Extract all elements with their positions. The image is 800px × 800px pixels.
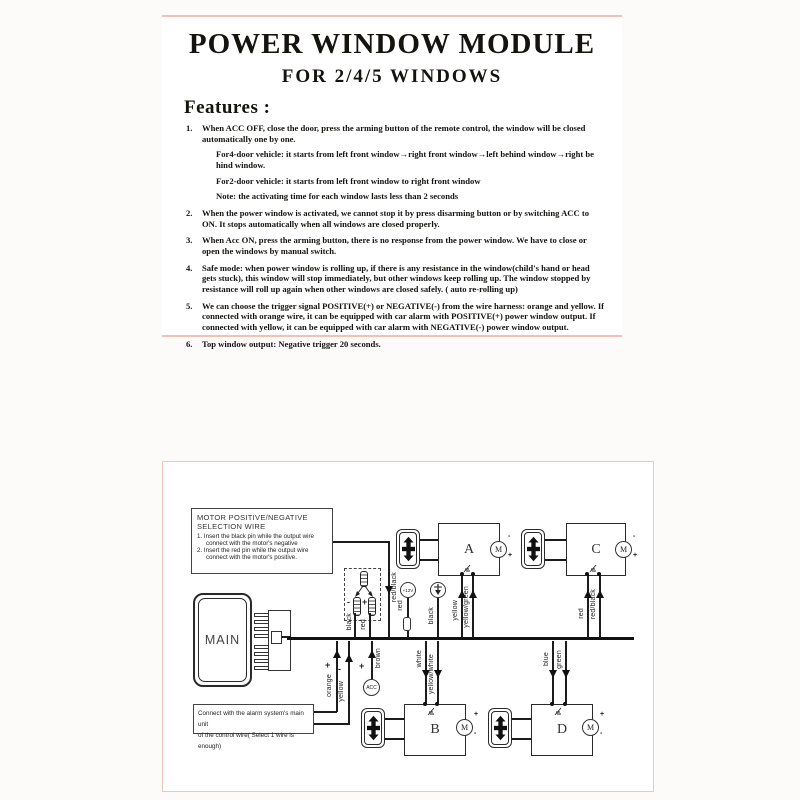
minus-sign: - [347,597,350,607]
black-pin-wire-label: black [346,613,353,631]
connector-pin-icon [254,645,269,649]
a-yellow-wire-label: yellow [452,600,459,621]
b-yellow-white-wire-label: yellow/white [428,654,435,695]
connector-pin-icon [254,634,269,638]
motor-label: M [460,723,469,732]
junction-dot [563,702,567,706]
note-step1-line1: 1. Insert the black pin while the output wire [197,533,314,540]
switch-b-wire [385,738,404,740]
minus-sign: - [474,730,477,737]
motor-c-icon [615,541,632,558]
plus-sign: + [325,660,331,670]
down-arrow-icon [549,670,557,678]
switch-a-wire [420,559,438,561]
down-arrow-icon [434,670,442,678]
page-subtitle: FOR 2/4/5 WINDOWS [281,66,503,87]
black-pin-wire [354,613,356,638]
acc-label: ACC [366,684,377,691]
junction-dot [423,702,427,706]
alarm-note-line1: Connect with the alarm system's main unit [198,710,304,729]
yellow-wire-label: yellow [338,681,345,702]
feature-number: 6. [186,338,193,349]
yellow-trigger-wire [314,723,349,725]
motor-selection-note [191,508,333,574]
connector-pin-icon [254,652,269,656]
orange-wire-label: orange [326,674,333,697]
brown-wire-label: brown [375,648,382,669]
power-12v-terminal [400,582,416,598]
junction-dot [550,702,554,706]
feature-item-3 [186,235,606,256]
red-pin-wire-label: red [360,619,367,630]
motor-label: M [494,545,503,554]
motor-label: M [619,545,628,554]
feature-item-6 [186,339,606,350]
switch-c-wire [545,539,566,541]
feature-text: Top window output: Negative trigger 20 seconds. [202,338,381,349]
acc-terminal [363,679,380,696]
feature-text: We can choose the trigger signal POSITIVE(+) or NEGATIVE(-) from the wire harness: orange and yellow. If connected with orange wire, it can be equipped with car alarm with POSITIVE(+) power window output. If connected with yellow, it can be equipped with car alarm with NEGATIVE(-) power window output. [202,300,605,332]
feature-subtext: For2-door vehicle: it starts from left front window to right front window [216,175,481,186]
ground-wire-label: black [428,607,435,625]
ground-black-wire [437,598,439,638]
document-panel [162,15,622,349]
feature-number: 2. [186,207,193,218]
window-switch-c-icon [521,529,545,569]
page-title: POWER WINDOW MODULE [188,28,596,60]
c-red-black-wire [599,574,601,638]
up-arrow-icon [345,654,353,662]
connector-plug-icon [271,631,282,644]
note-step2-line2: connect with the motor's positive. [206,554,297,561]
feature-subtext: Note: the activating time for each window lasts less than 2 seconds [216,191,459,202]
wiring-diagram [163,462,653,791]
connector-pin-icon [254,620,269,624]
features-list [162,123,622,349]
window-switch-b-icon [361,708,385,748]
up-arrow-icon [333,650,341,658]
feature-text: When Acc ON, press the arming button, there is no response from the power window. We have to close or open the windows by manual switch. [202,235,587,256]
feature-item-1 [186,123,606,202]
trigger-wire-label: red/black [391,572,398,603]
window-switch-d-icon [488,708,512,748]
motor-a-icon [490,541,507,558]
alarm-note-box [193,704,314,751]
note-title-line1: MOTOR POSITIVE/NEGATIVE [197,513,308,522]
plus-sign: + [633,552,638,559]
feature-text: When the power window is activated, we cannot stop it by press disarming button or by switching ACC to ON. It stops automatically when all windows are closed properly. [202,207,589,229]
ground-terminal [430,582,446,598]
note-step1-line2: connect with the motor's negative [206,540,298,547]
ground-icon [433,584,443,596]
feature-item-2 [186,208,606,229]
minus-sign: - [600,730,603,737]
motor-d-icon [582,719,599,736]
switch-d-wire [512,738,531,740]
minus-sign: - [338,664,341,674]
power-red-wire-label: red [397,600,404,611]
window-switch-a-icon [396,529,420,569]
d-blue-wire-label: blue [543,652,550,667]
switch-b-wire [385,718,404,720]
trigger-wire-horizontal [333,541,389,543]
note-title-line2: SELECTION WIRE [197,522,266,531]
b-white-wire-label: white [416,650,423,668]
unit-c-label: C [591,541,601,557]
main-module [193,593,252,687]
plus-sign: + [359,661,365,671]
unit-a-label: A [463,541,475,557]
chassis-ground-icon [589,564,598,573]
feature-number: 3. [186,235,193,246]
switch-a-wire [420,539,438,541]
chassis-ground-icon [554,707,563,716]
feature-item-4 [186,263,606,295]
chassis-ground-icon [427,707,436,716]
up-arrow-icon [596,590,604,598]
connector-pin-icon [254,613,269,617]
fuse-icon [403,617,411,631]
feature-text: Safe mode: when power window is rolling up, if there is any resistance in the window(child's hand or head gets stuck), this window will stop immediately, but other windows keep rolling up. The window stopped by resistance will roll up again when other windows are closed safely. ( auto re-rolling up) [202,262,591,294]
feature-number: 5. [186,300,193,311]
feature-number: 4. [186,262,193,273]
red-pin-wire [369,613,371,638]
d-green-wire-label: green [556,650,563,669]
a-yellow-green-wire-label: yellow/green [463,586,470,628]
connector-pin-icon [254,666,269,670]
chassis-ground-icon [463,564,472,573]
feature-text: When ACC OFF, close the door, press the arming button of the remote control, the window will be closed automatically one by one. [202,123,586,144]
alarm-note-line2: of the control wire( Select 1 wire is enough) [198,732,294,751]
orange-trigger-wire [314,711,337,713]
junction-dot [435,702,439,706]
diagram-panel [162,461,654,792]
minus-sign: - [633,533,636,540]
c-red-black-wire-label: red/black [590,589,597,620]
main-module-label: MAIN [204,633,241,647]
power-12v-label: +12V [402,587,414,593]
c-red-wire-label: red [578,608,585,619]
brown-acc-wire [371,641,373,679]
minus-sign: - [508,533,511,540]
feature-item-5 [186,301,606,333]
c-red-wire [587,574,589,638]
down-arrow-icon [562,670,570,678]
connector-pin-icon [254,659,269,663]
plus-sign: + [508,552,513,559]
note-step2-line1: 2. Insert the red pin while the output wire [197,547,309,554]
motor-label: M [586,723,595,732]
a-yellow-green-wire [472,574,474,638]
features-heading: Features : [184,97,271,118]
feature-number: 1. [186,123,193,133]
plus-sign: + [600,711,605,718]
up-arrow-icon [469,590,477,598]
switch-c-wire [545,559,566,561]
unit-d-label: D [556,722,568,737]
connector-pin-icon [254,627,269,631]
plus-sign: + [362,597,368,607]
unit-b-label: B [430,722,440,737]
plus-sign: + [474,711,479,718]
switch-d-wire [512,718,531,720]
motor-b-icon [456,719,473,736]
feature-subtext: For4-door vehicle: it starts from left front window→right front window→left behind window→right be hind window. [216,149,594,170]
